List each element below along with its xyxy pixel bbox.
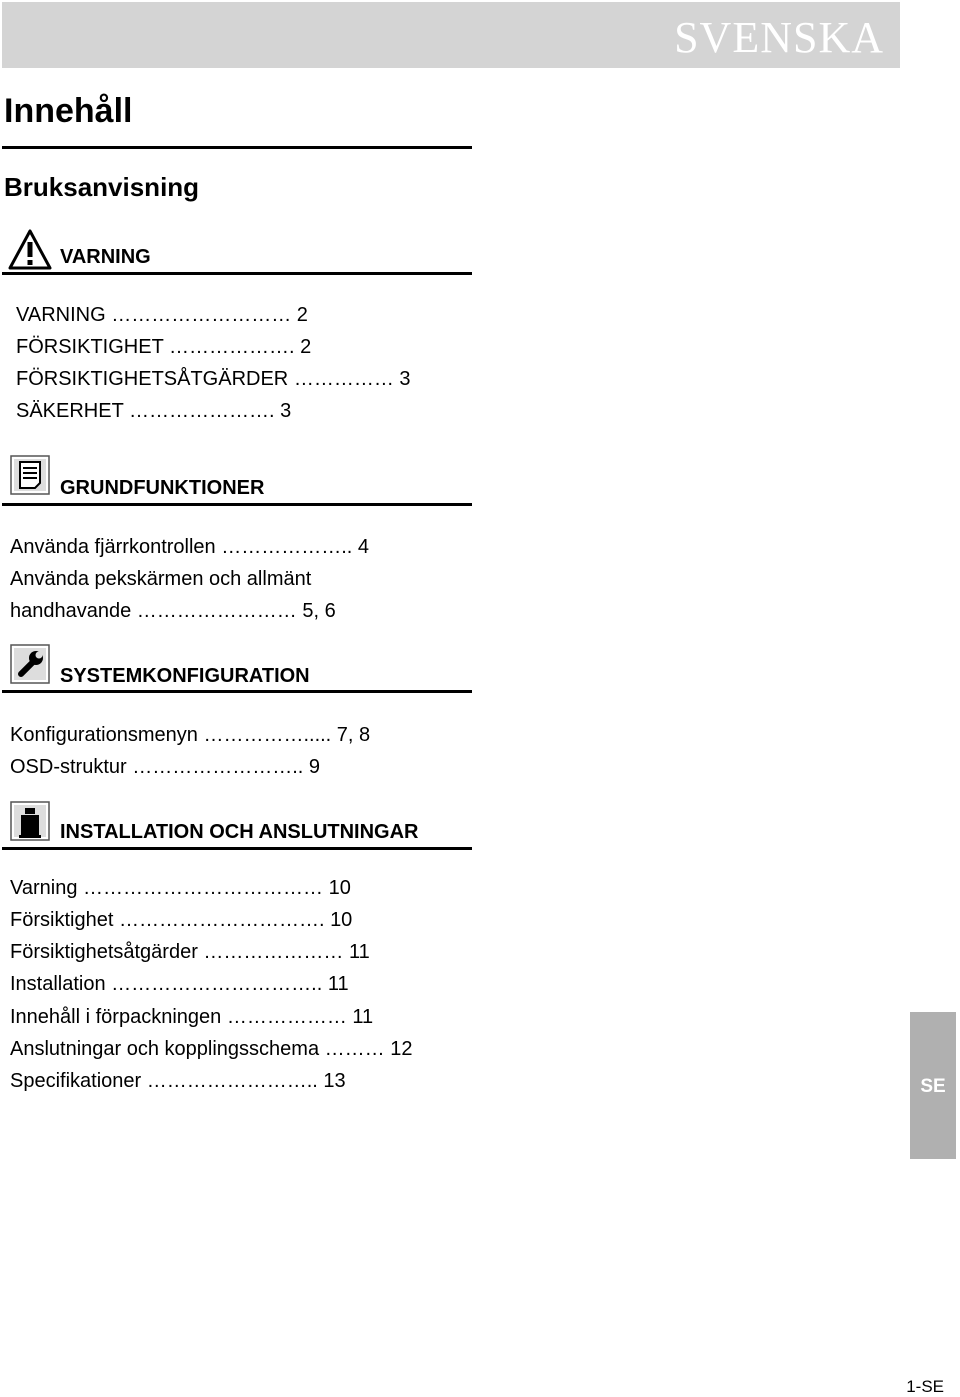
language-side-tab [910, 1012, 956, 1159]
toc-entry[interactable]: FÖRSIKTIGHET ………………. 2 [16, 336, 312, 358]
toc-entry[interactable]: Varning ……………………………… 10 [10, 877, 351, 899]
section-title-systemkonfiguration: SYSTEMKONFIGURATION [60, 665, 310, 687]
toc-entry[interactable]: Installation ………………………….. 11 [10, 973, 349, 995]
installation-icon [8, 799, 52, 843]
toc-entry[interactable]: FÖRSIKTIGHETSÅTGÄRDER …………… 3 [16, 368, 411, 390]
title-rule [2, 146, 472, 149]
toc-entry[interactable]: Anslutningar och kopplingsschema ……… 12 [10, 1038, 413, 1060]
toc-entry[interactable]: VARNING ……………………… 2 [16, 304, 308, 326]
toc-entry[interactable]: Konfigurationsmenyn ……………..... 7, 8 [10, 724, 371, 746]
side-tab-label: SE [920, 1076, 946, 1097]
warning-icon [8, 228, 52, 272]
toc-entry[interactable]: Försiktighetsåtgärder ………………… 11 [10, 941, 370, 963]
header-bar [2, 2, 900, 68]
section-title-installation: INSTALLATION OCH ANSLUTNINGAR [60, 821, 419, 843]
page-title: Innehåll [4, 92, 133, 130]
section-rule [2, 847, 472, 850]
toc-entry[interactable]: Specifikationer …………………….. 13 [10, 1070, 346, 1092]
toc-entry[interactable]: Innehåll i förpackningen ……………… 11 [10, 1006, 374, 1028]
section-rule [2, 690, 472, 693]
manual-subtitle: Bruksanvisning [4, 172, 200, 202]
toc-entry[interactable]: OSD-struktur …………………….. 9 [10, 756, 321, 778]
language-label: SVENSKA [674, 13, 884, 62]
section-title-varning: VARNING [60, 246, 151, 268]
toc-entry[interactable]: Försiktighet …………………………. 10 [10, 909, 353, 931]
page-number: 1-SE [906, 1377, 944, 1396]
document-icon [8, 453, 52, 497]
toc-entry[interactable]: handhavande …………………… 5, 6 [10, 600, 336, 622]
toc-entry[interactable]: Använda pekskärmen och allmänt [10, 568, 312, 590]
wrench-icon [8, 642, 52, 686]
section-rule [2, 272, 472, 275]
toc-entry[interactable]: SÄKERHET …………………. 3 [16, 400, 292, 422]
toc-entry[interactable]: Använda fjärrkontrollen ……………….. 4 [10, 536, 370, 558]
section-rule [2, 503, 472, 506]
section-title-grundfunktioner: GRUNDFUNKTIONER [60, 477, 265, 499]
